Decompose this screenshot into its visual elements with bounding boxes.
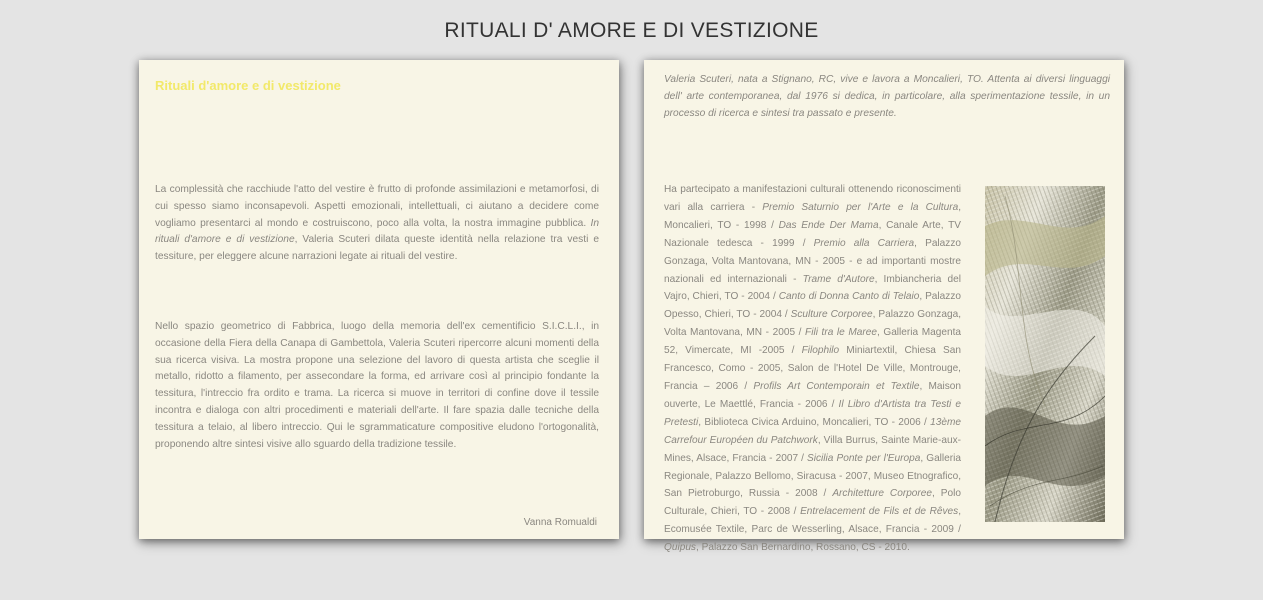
italic-segment: Il Libro d'Artista tra Testi e Pretesti xyxy=(664,398,961,428)
italic-segment: Sicilia Ponte per l'Europa xyxy=(807,452,921,464)
italic-segment: Filophilo xyxy=(801,345,840,357)
text-segment: , Palazzo Gonzaga, Volta Mantovana, MN - 2005 / xyxy=(664,309,961,339)
text-segment: , Moncalieri, TO - 1998 / xyxy=(664,201,961,231)
text-segment: La complessità che racchiude l'atto del vestire è frutto di profonde assimilazioni e metamorfosi, di cui spesso siamo inconsapevoli. Aspetti emozionali, intellettuali, ci aiutano a decidere come vogliamo presentarci al mondo e costruiscono, poco alla volta, la nostra immagine pubblica. xyxy=(155,184,599,229)
artist-intro: Valeria Scuteri, nata a Stignano, RC, vive e lavora a Moncalieri, TO. Attenta ai diversi linguaggi dell' arte contemporanea, dal 1976 si dedica, in particolare, alla sperimentazione tessile, in un processo di ricerca e sintesi tra passato e presente. xyxy=(664,74,1110,119)
text-segment: Miniartextil, Chiesa San Francesco, Como - 2005, Salon de l'Hotel De Ville, Montrouge, Francia – 2006 / xyxy=(664,345,961,392)
italic-segment: Premio Saturnio per l'Arte e la Cultura xyxy=(762,201,959,213)
text-segment: , Galleria Magenta 52, Vimercate, MI -2005 / xyxy=(664,327,961,357)
text-segment: , Palazzo Gonzaga, Volta Mantovana, MN - 2005 - e ad importanti mostre nazionali ed internazionali - xyxy=(664,237,961,285)
text-segment: , Biblioteca Civica Arduino, Moncalieri, TO - 2006 / xyxy=(698,416,931,428)
italic-segment: Sculture Corporee xyxy=(790,309,873,321)
text-segment: Ha partecipato a manifestazioni culturali ottenendo riconoscimenti vari alla carriera - xyxy=(664,184,961,213)
italic-segment: 13ème Carrefour Européen du Patchwork xyxy=(664,416,961,446)
right-page xyxy=(644,60,1124,554)
italic-segment: In rituali d'amore e di vestizione xyxy=(155,217,599,246)
italic-segment: Entrelacement de Fils et de Rêves xyxy=(800,506,959,518)
left-paragraph-2: Nello spazio geometrico di Fabbrica, luogo della memoria dell'ex cementificio S.I.C.L.I., in occasione della Fiera della Canapa di Gambettola, Valeria Scuteri ripercorre alcuni momenti della sua ricerca visiva. La mostra propone una selezione del lavoro di questa artista che sceglie il metallo, ridotto a filamento, per assecondare la forma, ed arrivare così al principio fondante la tessitura, l'intreccio fra ordito e trama. La ricerca si muove in territori di confine dove il tessile incontra e dialoga con altri procedimenti e materiali dell'arte. Il fare spazia dalle tecniche della tessitura a telaio, al libero intreccio. Qui le sgrammaticature compositive eludono l'ortogonalità, proponendo altre sintesi visive allo sguardo della tradizione tessile. xyxy=(155,321,599,450)
italic-segment: Canto di Donna Canto di Telaio xyxy=(778,291,920,303)
italic-segment: Das Ende Der Mama xyxy=(778,219,879,231)
text-segment: , Valeria Scuteri dilata queste identità nella relazione tra vesti e tessiture, per eleggere alcune narrazioni legate ai rituali del vestire. xyxy=(155,234,599,263)
text-segment: , Palazzo Opesso, Chieri, TO - 2004 / xyxy=(664,291,961,321)
italic-segment: Quipus xyxy=(664,542,696,554)
italic-segment: Premio alla Carriera xyxy=(813,237,915,249)
page-title: RITUALI D' AMORE E DI VESTIZIONE xyxy=(444,19,819,42)
text-segment: , Palazzo San Bernardino, Rossano, CS - 2010. xyxy=(695,542,910,554)
text-segment: , Imbiancheria del Vajro, Chieri, TO - 2004 / xyxy=(664,273,962,303)
woven-fabric-artwork xyxy=(985,186,1105,522)
text-segment: , Polo Culturale, Chieri, TO - 2008 / xyxy=(664,488,962,518)
italic-segment: Trame d'Autore xyxy=(802,273,875,285)
italic-segment: Fili tra le Maree xyxy=(805,327,877,339)
left-page xyxy=(139,60,619,539)
italic-segment: Profils Art Contemporain et Textile xyxy=(753,380,920,392)
italic-segment: Architetture Corporee xyxy=(832,488,933,500)
left-page-heading: Rituali d'amore e di vestizione xyxy=(155,78,341,93)
text-segment: , Canale Arte, TV Nazionale tedesca - 1999 / xyxy=(664,219,961,249)
exhibition-history xyxy=(664,181,961,557)
text-segment: , Maison ouverte, Le Maettlé, Francia - 2006 / xyxy=(664,380,961,410)
left-paragraph-1 xyxy=(155,182,599,266)
author-signature: Vanna Romualdi xyxy=(523,517,597,528)
text-segment: , Galleria Regionale, Palazzo Bellomo, Siracusa - 2007, Museo Etnografico, San Pietroburgo, Russia - 2008 / xyxy=(664,452,961,500)
text-segment: , Villa Burrus, Sainte Marie-aux-Mines, Alsace, Francia - 2007 / xyxy=(664,434,961,464)
text-segment: , Ecomusée Textile, Parc de Wesserling, Alsace, Francia - 2009 / xyxy=(664,506,961,536)
artwork-image xyxy=(985,186,1105,522)
